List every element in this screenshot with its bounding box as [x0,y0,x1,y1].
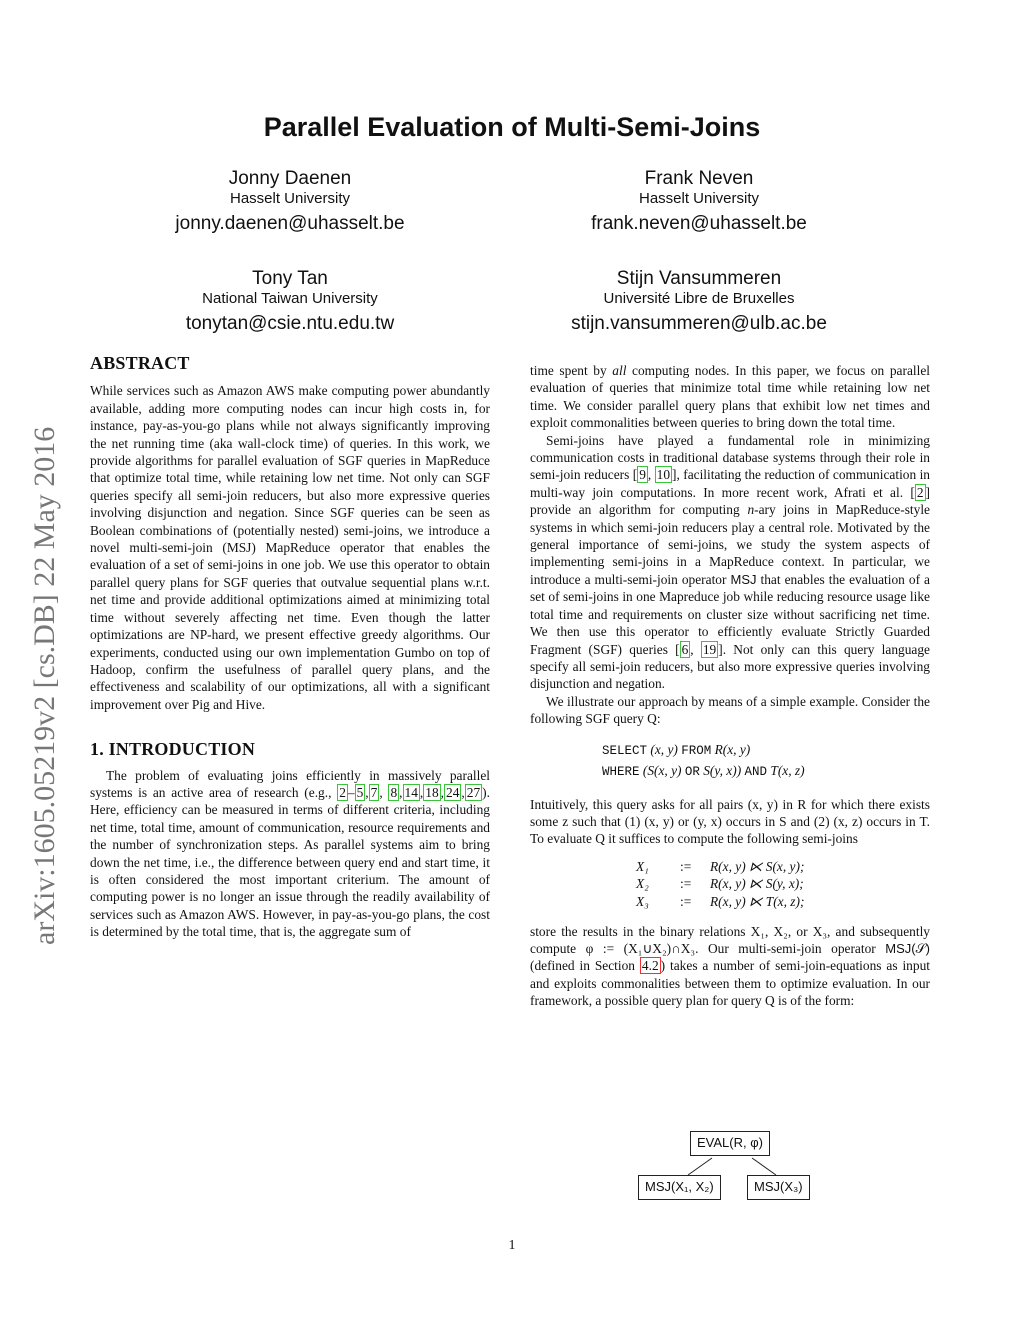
right-paragraph-1: time spent by all computing nodes. In this paper, we focus on parallel evaluation of queries that minimize total time while retaining low net time. We consider parallel query plans that exhibit low net times and exploit commonalities between queries to bring down the total time. [530,363,931,431]
page-number: 1 [508,1238,516,1253]
citation-link[interactable]: 5 [356,784,364,800]
citation-link[interactable]: 14 [404,784,418,800]
equation-row: X₃ := R(x, y) ⋉ T(x, z); [636,893,805,909]
right-column [530,362,930,1010]
query-plan-right-node: MSJ(X₃) [747,1175,810,1200]
author-name: Frank Neven [644,168,754,189]
citation-link[interactable]: 18 [425,784,439,800]
introduction-heading: 1. INTRODUCTION [90,739,256,760]
citation-link[interactable]: 27 [466,784,481,800]
citation-link[interactable]: 2 [916,484,924,500]
introduction-paragraph: The problem of evaluating joins efficiently in massively parallel systems is an active area of research (e.g., 2 – 5 , 7 , 8 , 14 , 18 , 24 , 27 ). Here, efficiency can be measured in terms of different criteria, including net time, total time, amount of communication, resource requirements and the number of synchronization steps. As parallel systems aim to bring down the net time, i.e., the difference between query end and start time, it is often considered the most important criterium. The amount of computing power is no longer an issue through the readily availability of services such as Amazon AWS. However, in pay-as-you-go plans, the cost is determined by the total time, that is, the aggregate sum of [90,767,490,940]
citation-link[interactable]: 10 [656,467,671,483]
equation-row: X₁ := R(x, y) ⋉ S(x, y); [636,858,805,874]
author-name: Jonny Daenen [228,168,352,189]
author-name: Stijn Vansummeren [616,268,782,289]
citation-link[interactable]: 9 [639,467,646,483]
author-affiliation: Université Libre de Bruxelles [603,290,795,307]
abstract-text: While services such as Amazon AWS make computing power abundantly available, adding more computing nodes can incur high costs in, for instance, pay-as-you-go plans while not always significantly improving the net running time (aka wall-clock time) of queries. In this work, we provide algorithms for parallel evaluation of SGF queries in MapReduce that optimize total time, while retaining low net time. Not only can SGF queries specify all semi-join reducers, but also more expressive queries involving disjunction and negation. Since SGF queries can be seen as Boolean combinations of (potentially nested) semi-joins, we introduce a novel multi-semi-join (MSJ) MapReduce operator that enables the evaluation of a set of semi-joins in one job. We use this operator to obtain parallel query plans for SGF queries that outvalue sequential plans w.r.t. net time and provide additional optimizations aimed at minimizing total time without severely affecting net time. Even though the latter optimizations are NP-hard, we present effective greedy algorithms. Our experiments, conducted using our own implementation Gumbo on top of Hadoop, confirm the usefulness of parallel query plans, and the effectiveness and scalability of our optimizations, all with a significant improvement over Pig and Hive. [90,383,490,712]
abstract-heading: ABSTRACT [90,353,190,373]
citation-link[interactable]: 2 [339,784,346,800]
citation-link[interactable]: 19 [702,641,717,657]
left-column [90,355,490,941]
author-block-4 [539,268,859,336]
author-email: tonytan@csie.ntu.edu.tw [185,313,395,334]
author-block-3 [130,268,450,336]
query-plan-left-node: MSJ(X₁, X₂) [638,1175,721,1200]
right-paragraph-3: We illustrate our approach by means of a simple example. Consider the following SGF query Q: [530,693,930,727]
tree-edge [752,1158,776,1175]
tree-edge [688,1158,712,1175]
citation-link[interactable]: 7 [370,784,378,800]
sgf-query: SELECT (x, y) FROM R(x, y) WHERE (S(x, y) OR S(y, x)) AND T(x, z) [602,741,805,779]
citation-link[interactable]: 24 [446,784,460,800]
arxiv-stamp: arXiv:1605.05219v2 [cs.DB] 22 May 2016 [28,426,61,945]
author-email: stijn.vansummeren@ulb.ac.be [571,313,827,334]
author-block-1 [130,168,450,236]
semi-join-equations [636,858,930,911]
author-email: jonny.daenen@uhasselt.be [175,213,405,234]
right-paragraph-4: Intuitively, this query asks for all pairs (x, y) in R for which there exists some z such that (1) (x, y) or (y, x) occurs in S and (2) (x, z) occurs in T. To evaluate Q it suffices to compute the following semi-joins [530,796,930,847]
author-block-2 [539,168,859,236]
author-affiliation: National Taiwan University [202,290,378,307]
author-affiliation: Hasselt University [638,190,760,207]
author-affiliation: Hasselt University [229,190,351,207]
author-email: frank.neven@uhasselt.be [591,213,807,234]
right-paragraph-5: store the results in the binary relations X₁, X₂, or X₃, and subsequently compute φ := (X₁∪X₂)∩X₃. Our multi-semi-join operator MSJ(𝒮) (defined in Section 4.2 ) takes a number of semi-join-equations as input and exploits commonalities between them to optimize evaluation. In our framework, a possible query plan for query Q is of the form: [530,923,930,1009]
paper-title: Parallel Evaluation of Multi-Semi-Joins [263,112,761,142]
author-name: Tony Tan [252,268,328,289]
query-plan-root-node: EVAL(R, φ) [690,1131,770,1156]
citation-link[interactable]: 6 [681,641,689,657]
citation-link[interactable]: 8 [390,784,398,800]
equation-row: X₂ := R(x, y) ⋉ S(y, x); [636,876,804,892]
right-paragraph-2: Semi-joins have played a fundamental role in minimizing communication costs in traditional database systems through their role in semi-join reducers [ 9 , 10 ], facilitating the reduction of communication in multi-way join computations. In more recent work, Afrati et al. [ 2 ] provide an algorithm for computing n-ary joins in MapReduce-style systems in which semi-join reducers play a central role. Motivated by the general importance of semi-joins, we study the system aspects of implementing semi-joins in a MapReduce context. In particular, we introduce a multi-semi-join operator MSJ that enables the evaluation of a set of semi-joins in one Mapreduce job while reducing resource usage like total time and requirements on cluster size without sacrificing net time. We then use this operator to efficiently evaluate Strictly Guarded Fragment (SGF) queries [ 6 , 19 ]. Not only can this query language specify all semi-join reducers, but also more expressive queries involving disjunction and negation. [530,432,930,692]
section-reference-link[interactable]: 4.2 [641,958,659,974]
